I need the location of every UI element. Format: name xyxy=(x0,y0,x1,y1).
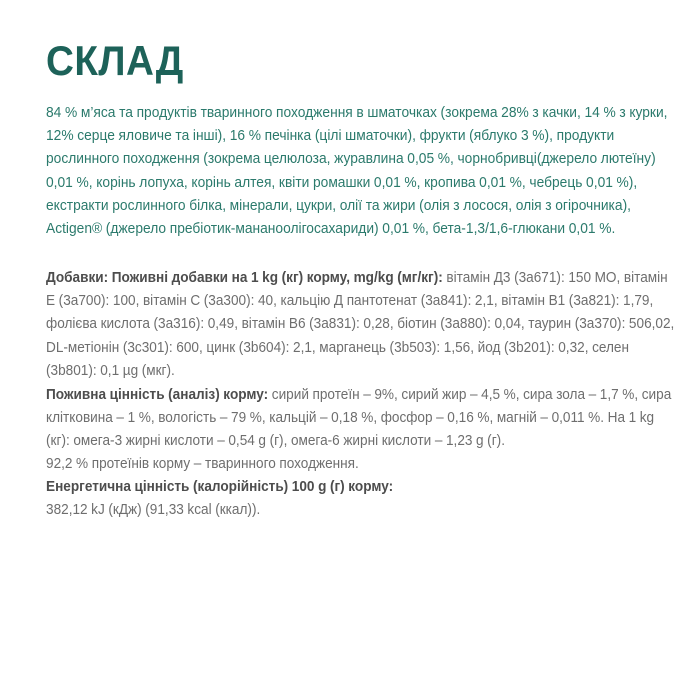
additives-body-text: вітамін Д3 (3а671): 150 МО, вітамін Е (3а700): 100, вітамін С (3а300): 40, кальцію Д пантотенат (3а841): 2,1, вітамін В1 (3а821): 1,79, фолієва кислота (3а316): 0,49, вітамін В6 (3а831): 0,28, біотин (3а880): 0,04, таурин (3а370): 506,02, DL-метіонін (3с301): 600, цинк (3b604): 2,1, марганець (3b503): 1,56, йод (3b201): 0,32, селен (3b801): 0,1 µg (мкг). xyxy=(46,270,675,379)
composition-paragraph: 84 % м’яса та продуктів тваринного походження в шматочках (зокрема 28% з качки, 14 % з курки, 12% серце яловиче та інші), 16 % печінка (цілі шматочки), фрукти (яблуко 3 %), продукти рослинного походження (зокрема целюлоза, журавлина 0,05 %, чорнобривці(джерело лютеїну) 0,01 %, корінь лопуха, корінь алтея, квіти ромашки 0,01 %, кропива 0,01 %, чебрець 0,01 %), екстракти рослинного білка, мінерали, цукри, олії та жири (олія з лосося, олія з огірочника), Actigen® (джерело пребіотик-мананоолігосахариди) 0,01 %, бета-1,3/1,6-глюкани 0,01 %. xyxy=(46,105,668,238)
nutrition-lead-label: Поживна цінність (аналіз) корму: xyxy=(46,386,269,403)
additives-lead-label: Добавки: Поживні добавки на 1 kg (кг) корму, mg/kg (мг/кг): xyxy=(46,270,443,287)
energy-lead-label: Енергетична цінність (калорійність) 100 g (г) корму: xyxy=(46,479,394,496)
page-title: СКЛАД xyxy=(46,37,184,84)
nutrition-paragraph xyxy=(46,384,677,476)
nutrition-body-text: сирий протеїн – 9%, сирий жир – 4,5 %, сира зола – 1,7 %, сира клітковина – 1 %, вологість – 79 %, кальцій – 0,18 %, фосфор – 0,16 %, магній – 0,011 %. На 1 kg (кг): омега-3 жирні кислоти – 0,54 g (г), омега-6 жирні кислоти – 1,23 g (г). xyxy=(46,386,672,449)
additives-paragraph xyxy=(46,267,677,382)
energy-value-text: 382,12 kJ (кДж) (91,33 kcal (ккал)). xyxy=(46,502,261,519)
protein-origin-note: 92,2 % протеїнів корму – тваринного походження. xyxy=(46,455,359,472)
energy-paragraph xyxy=(46,476,677,522)
